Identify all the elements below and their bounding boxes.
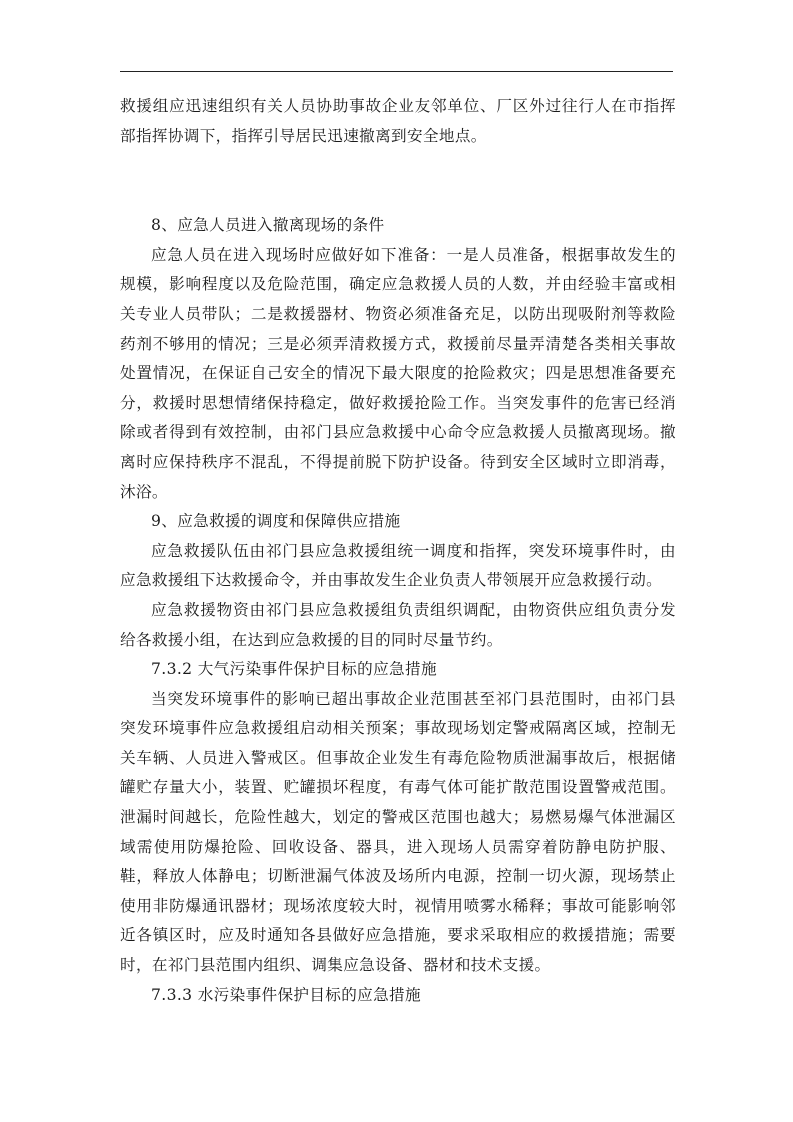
section-9-paragraph-1: 应急救援队伍由祁门县应急救援组统一调度和指挥，突发环境事件时，由应急救援组下达救援命令，并由事故发生企业负责人带领展开应急救援行动。 (120, 541, 676, 590)
section-9-heading: 9、应急救援的调度和保障供应措施 (151, 512, 401, 531)
section-7-3-2-heading: 7.3.2 大气污染事件保护目标的应急措施 (151, 660, 437, 679)
section-8-heading: 8、应急人员进入撤离现场的条件 (151, 216, 385, 235)
section-8-paragraph: 应急人员在进入现场时应做好如下准备：一是人员准备，根据事故发生的规模，影响程度以及危险范围，确定应急救援人员的人数，并由经验丰富或相关专业人员带队；二是救援器材、物资必须准备充足，以防出现吸附剂等救险药剂不够用的情况；三是必须弄清救援方式，救援前尽量弄清楚各类相关事故处置情况，在保证自己安全的情况下最大限度的抢险救灾；四是思想准备要充分，救援时思想情绪保持稳定，做好救援抢险工作。当突发事件的危害已经消除或者得到有效控制，由祁门县应急救援中心命令应急救援人员撤离现场。撤离时应保持秩序不混乱，不得提前脱下防护设备。待到安全区域时立即消毒，沐浴。 (120, 245, 676, 501)
section-7-3-2-paragraph: 当突发环境事件的影响已超出事故企业范围甚至祁门县范围时，由祁门县突发环境事件应急救援组启动相关预案；事故现场划定警戒隔离区域，控制无关车辆、人员进入警戒区。但事故企业发生有毒危险物质泄漏事故后，根据储罐贮存量大小，装置、贮罐损坏程度，有毒气体可能扩散范围设置警戒范围。泄漏时间越长，危险性越大，划定的警戒区范围也越大；易燃易爆气体泄漏区域需使用防爆抢险、回收设备、器具，进入现场人员需穿着防静电防护服、鞋，释放人体静电；切断泄漏气体波及场所内电源，控制一切火源，现场禁止使用非防爆通讯器材；现场浓度较大时，视情用喷雾水稀释；事故可能影响邻近各镇区时，应及时通知各县做好应急措施，要求采取相应的救援措施；需要时，在祁门县范围内组织、调集应急设备、器材和技术支援。 (120, 689, 676, 975)
section-7-3-3-heading: 7.3.3 水污染事件保护目标的应急措施 (151, 985, 421, 1004)
header-rule (120, 71, 673, 72)
document-body (120, 92, 676, 1010)
intro-paragraph: 救援组应迅速组织有关人员协助事故企业友邻单位、厂区外过往行人在市指挥部指挥协调下，指挥引导居民迅速撤离到安全地点。 (120, 97, 676, 145)
section-9-paragraph-2: 应急救援物资由祁门县应急救援组负责组织调配，由物资供应组负责分发给各救援小组，在达到应急救援的目的同时尽量节约。 (120, 600, 676, 649)
